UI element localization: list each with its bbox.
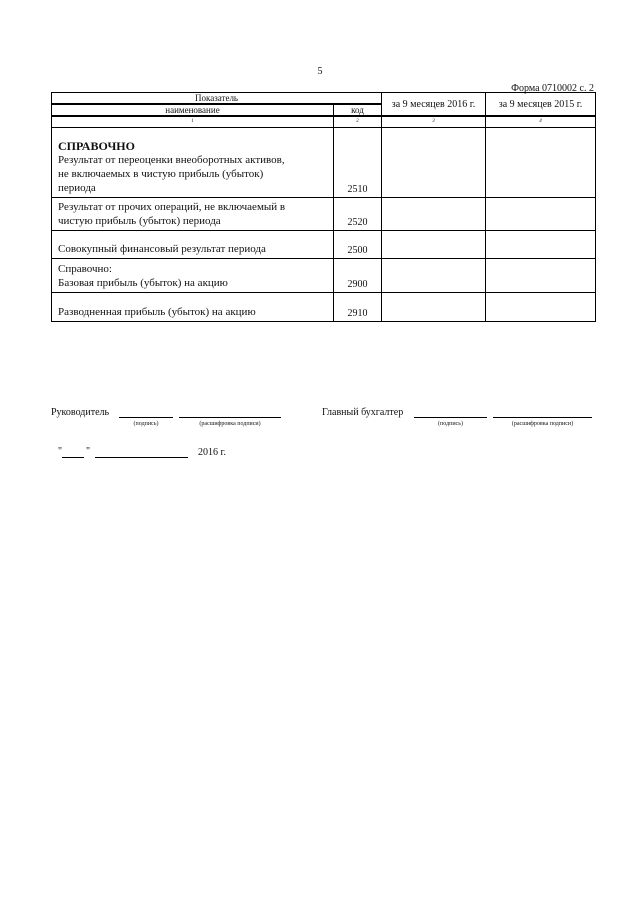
header-code: код [334,104,382,116]
date-month-line[interactable] [95,457,188,458]
accountant-signature-caption: (подпись) [438,421,463,427]
row-code: 2910 [334,293,382,322]
index-cell: 4 [486,116,596,128]
date-year: 2016 г. [198,447,226,458]
header-col-2016: за 9 месяцев 2016 г. [382,93,486,117]
date-close-quote: " [86,446,91,457]
form-code: Форма 0710002 с. 2 [511,83,594,94]
row-line: чистую прибыль (убыток) периода [58,215,221,227]
date-open-quote: " [58,446,63,457]
value-2015 [486,198,596,231]
head-signature-line[interactable] [119,417,173,418]
value-2016 [382,128,486,198]
table-row [52,198,596,231]
head-decryption-caption: (расшифровка подписи) [199,421,261,427]
value-2016 [382,293,486,322]
row-line: Результат от переоценки внеоборотных активов, [58,154,285,166]
value-2016 [382,198,486,231]
row-line: Справочно: [58,263,112,275]
row-line: Совокупный финансовый результат периода [58,243,266,255]
header-col-2015: за 9 месяцев 2015 г. [486,93,596,117]
table-row [52,231,596,259]
table-row [52,128,596,198]
index-row [52,116,596,128]
row-name [52,198,334,231]
row-code: 2500 [334,231,382,259]
row-code: 2900 [334,259,382,293]
head-label: Руководитель [51,407,110,418]
value-2015 [486,293,596,322]
report-table-container [51,92,595,322]
row-code: 2510 [334,128,382,198]
accountant-decryption-line[interactable] [493,417,592,418]
index-cell: 2 [334,116,382,128]
report-table [51,92,596,322]
index-cell: 1 [52,116,334,128]
row-name [52,259,334,293]
value-2015 [486,259,596,293]
row-name [52,231,334,259]
value-2015 [486,128,596,198]
chief-accountant-label: Главный бухгалтер [322,407,404,418]
date-day-line[interactable] [62,457,84,458]
row-line: Результат от прочих операций, не включаемый в [58,201,286,213]
value-2016 [382,231,486,259]
value-2016 [382,259,486,293]
head-signature-caption: (подпись) [133,421,159,427]
value-2015 [486,231,596,259]
page-number: 5 [317,66,323,77]
accountant-decryption-caption: (расшифровка подписи) [511,421,574,427]
head-decryption-line[interactable] [179,417,281,418]
header-indicator: Показатель [52,93,382,105]
row-code: 2520 [334,198,382,231]
row-line: периода [58,182,96,194]
accountant-signature-line[interactable] [414,417,487,418]
row-line: Разводненная прибыль (убыток) на акцию [58,306,256,318]
header-name: наименование [52,104,334,116]
row-line: не включаемых в чистую прибыль (убыток) [58,168,264,180]
row-line: Базовая прибыль (убыток) на акцию [58,277,228,289]
row-name [52,293,334,322]
section-title: СПРАВОЧНО [58,139,135,153]
table-row [52,259,596,293]
index-cell: 3 [382,116,486,128]
row-name [52,128,334,198]
table-row [52,293,596,322]
